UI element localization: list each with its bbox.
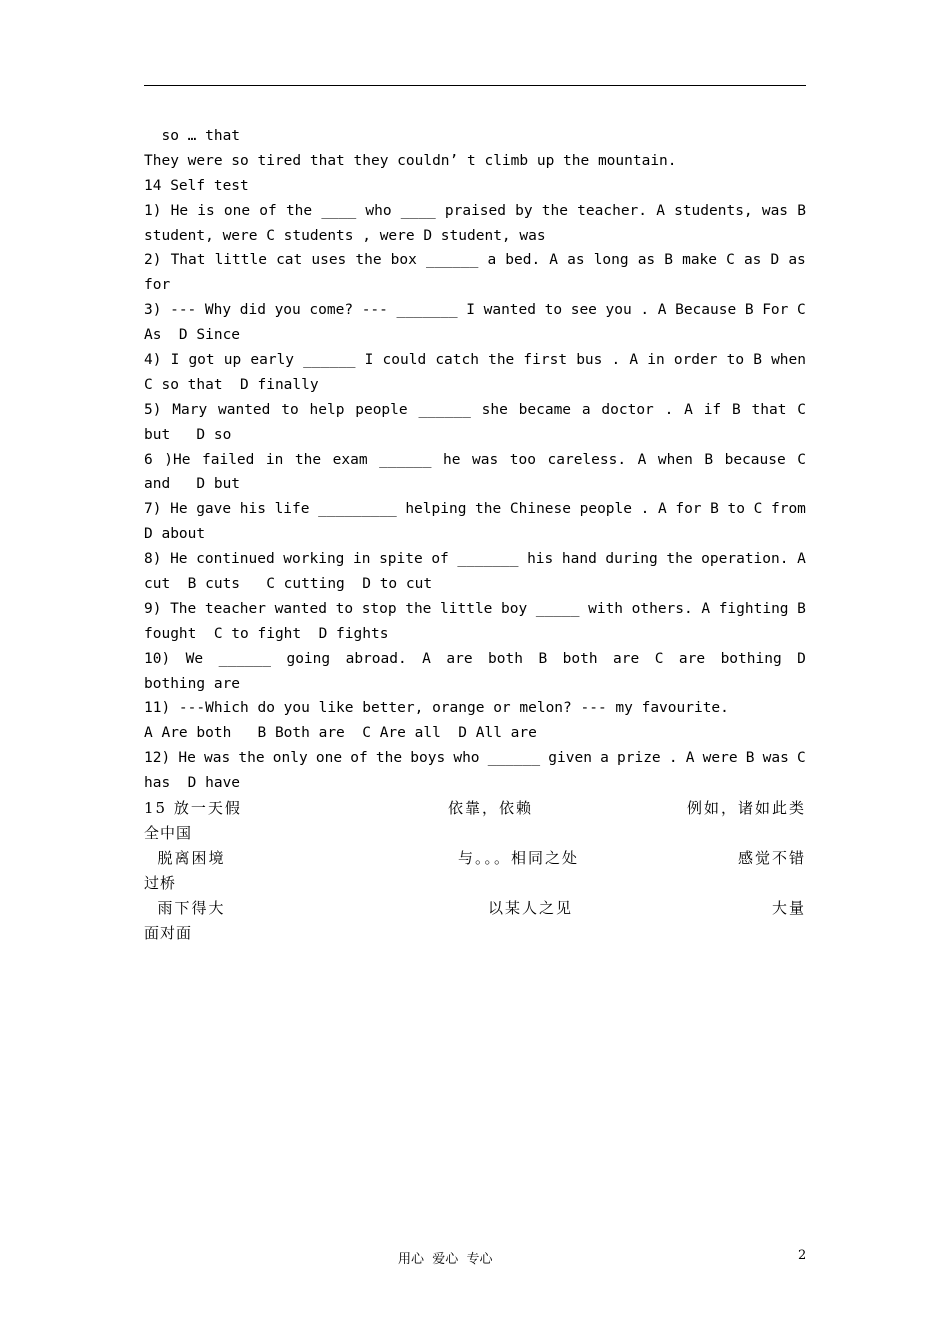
question-word: during: [605, 551, 658, 568]
vocab-row: [144, 896, 806, 921]
vocab-item: 脱离困境: [144, 848, 226, 867]
question-word: the: [541, 202, 568, 219]
question-word: could: [382, 352, 427, 369]
question-word: C: [797, 302, 806, 319]
question-word: to: [544, 302, 563, 319]
question-line: [144, 746, 806, 771]
question-word: B: [538, 650, 548, 667]
question-word: was: [761, 202, 789, 219]
question-word: ______: [379, 451, 432, 468]
question-word: D: [770, 252, 780, 269]
vocab-item: 依靠，依赖: [448, 799, 534, 818]
question-word: _____: [535, 600, 580, 617]
question-word: little: [440, 600, 493, 617]
question-word: C: [797, 451, 806, 468]
question-word: B: [704, 451, 714, 468]
question-word: you: [605, 302, 632, 319]
question-word: others.: [631, 600, 693, 617]
question-word: early: [250, 352, 295, 369]
question-word: I: [466, 302, 475, 319]
question-word: catch: [435, 352, 479, 369]
question-word: ______: [418, 401, 471, 418]
question-word: are: [613, 650, 640, 667]
question-word: the: [666, 551, 693, 568]
question-continuation: A Are both B Both are C Are all D All are: [144, 725, 537, 742]
question-word: from: [770, 501, 806, 518]
question-continuation: student, were C students , were D student, was: [144, 227, 546, 244]
question-word: .: [611, 352, 621, 369]
question-word: as: [567, 252, 585, 269]
question-word: that: [751, 401, 787, 418]
question-word: Because: [675, 302, 737, 319]
question-word: the: [488, 352, 515, 369]
question-word: wanted: [218, 401, 271, 418]
question-word: he: [443, 451, 461, 468]
question-word: who: [453, 750, 480, 767]
question-word: A: [657, 302, 667, 319]
vocab-wrap: 全中国: [144, 823, 193, 842]
question-word: C: [654, 650, 664, 667]
question-word: operation.: [701, 551, 789, 568]
question-word: of: [431, 551, 449, 568]
question-word: exam: [332, 451, 368, 468]
question-word: boys: [410, 750, 446, 767]
question-word: A: [685, 750, 695, 767]
question-word: bed.: [505, 252, 541, 269]
question-line: [144, 398, 806, 423]
question-word: wanted: [274, 600, 327, 617]
question-word: people: [579, 501, 632, 518]
question-word: B: [710, 501, 719, 518]
question-line: [144, 448, 806, 473]
question-word: He: [178, 750, 196, 767]
question-word: A: [656, 202, 665, 219]
question-continuation: but D so: [144, 426, 232, 443]
question-line: 11) ---Which do you like better, orange or melon? --- my favourite.: [144, 700, 729, 717]
question-word: became: [518, 401, 572, 418]
question-word: doctor: [601, 401, 654, 418]
question-word: the: [355, 252, 382, 269]
question-word: That: [170, 252, 206, 269]
question-word: He: [170, 501, 188, 518]
vocab-row: [144, 796, 806, 821]
question-word: B: [753, 352, 762, 369]
question-word: teacher.: [577, 202, 648, 219]
question-word: C: [726, 252, 735, 269]
question-word: was: [472, 451, 499, 468]
question-word: .: [664, 401, 674, 418]
question-word: B: [797, 202, 806, 219]
page-number: 2: [798, 1248, 807, 1263]
question-word: first: [523, 352, 568, 369]
question-word: C: [753, 501, 763, 518]
question-word: 5): [144, 401, 162, 418]
question-word: long: [593, 252, 629, 269]
question-word: boy: [501, 600, 528, 617]
question-word: praised: [444, 202, 506, 219]
text-line: They were so tired that they couldn’ t climb up the mountain.: [144, 152, 677, 169]
vocab-item: 15 放一天假: [144, 799, 242, 818]
question-word: 8): [144, 551, 162, 568]
question-word: A: [629, 352, 639, 369]
question-word: with: [588, 600, 624, 617]
page-content: [144, 124, 806, 945]
vocab-item: 例如，诸如此类: [686, 799, 806, 818]
question-word: to: [727, 501, 745, 518]
vocab-wrap: 过桥: [144, 873, 177, 892]
question-word: as: [637, 252, 656, 269]
question-word: in: [265, 451, 284, 468]
question-word: We: [185, 650, 204, 667]
question-word: too: [509, 451, 536, 468]
question-word: got: [188, 352, 215, 369]
question-word: both: [488, 650, 523, 667]
section-title: 14 Self test: [144, 177, 249, 194]
question-line: [144, 348, 806, 373]
question-continuation: and D but: [144, 476, 241, 493]
question-word: 3): [144, 302, 162, 319]
question-continuation: As D Since: [144, 327, 241, 344]
question-word: order: [673, 352, 718, 369]
question-word: _________: [318, 501, 397, 518]
question-word: a: [600, 750, 609, 767]
question-word: The: [170, 600, 197, 617]
vocab-item: 大量: [771, 898, 806, 917]
question-word: come?: [309, 302, 354, 319]
question-word: the: [475, 501, 502, 518]
header-rule: [144, 85, 806, 86]
question-word: bothing: [720, 650, 782, 667]
question-word: Chinese: [509, 501, 571, 518]
question-word: because: [724, 451, 786, 468]
question-word: his: [527, 551, 554, 568]
question-word: in: [647, 352, 665, 369]
question-word: if: [703, 401, 722, 418]
question-word: .: [640, 302, 650, 319]
question-continuation: bothing are: [144, 675, 241, 692]
question-word: 10): [144, 650, 171, 667]
question-word: A: [684, 401, 693, 418]
question-word: B: [744, 302, 754, 319]
question-line: [144, 248, 806, 273]
question-word: was: [762, 750, 789, 767]
question-word: careless.: [547, 451, 627, 468]
question-word: ---: [361, 302, 388, 319]
question-word: life: [274, 501, 310, 518]
question-word: fighting: [718, 600, 789, 617]
question-continuation: has D have: [144, 775, 241, 792]
question-word: going: [286, 650, 331, 667]
vocab-item: 感觉不错: [737, 848, 806, 867]
question-word: A: [637, 451, 647, 468]
question-word: the: [238, 750, 265, 767]
question-continuation: cut B cuts C cutting D to cut: [144, 576, 433, 593]
question-word: He: [170, 551, 188, 568]
question-word: Mary: [172, 401, 208, 418]
question-word: ______: [487, 750, 541, 767]
question-word: ______: [425, 252, 479, 269]
question-word: she: [481, 401, 508, 418]
question-word: to: [335, 600, 354, 617]
question-word: help: [309, 401, 345, 418]
text-line: so … that: [144, 128, 241, 144]
question-word: C: [797, 750, 806, 767]
question-continuation: for: [144, 277, 171, 294]
question-word: ____: [321, 202, 357, 219]
question-word: is: [197, 202, 215, 219]
question-word: 6: [144, 451, 153, 468]
question-word: B: [745, 750, 755, 767]
question-word: to: [726, 352, 745, 369]
vocab-item: 以某人之见: [488, 898, 574, 917]
question-continuation: C so that D finally: [144, 376, 319, 393]
question-word: 12): [144, 750, 171, 767]
question-word: A: [422, 650, 431, 667]
question-word: to: [281, 401, 299, 418]
question-word: failed: [202, 451, 255, 468]
question-word: _______: [396, 302, 458, 319]
question-word: people: [355, 401, 408, 418]
question-word: A: [549, 252, 559, 269]
question-word: box: [390, 252, 417, 269]
question-word: stop: [361, 600, 397, 617]
question-word: .: [668, 750, 678, 767]
question-word: little: [214, 252, 267, 269]
question-word: both: [562, 650, 598, 667]
question-word: continued: [196, 551, 275, 568]
question-word: the: [285, 202, 313, 219]
question-word: A: [797, 551, 806, 568]
question-word: you: [274, 302, 301, 319]
question-word: the: [375, 750, 403, 767]
question-word: Why: [204, 302, 232, 319]
question-word: of: [350, 750, 368, 767]
question-word: as: [743, 252, 762, 269]
question-word: B: [797, 600, 806, 617]
question-word: are: [678, 650, 706, 667]
question-word: I: [170, 352, 180, 369]
question-word: hand: [561, 551, 597, 568]
question-word: were: [702, 750, 738, 767]
question-line: [144, 597, 806, 622]
question-word: ______: [218, 650, 271, 667]
question-word: I: [364, 352, 374, 369]
question-word: the: [294, 451, 322, 468]
question-word: spite: [379, 551, 423, 568]
question-word: A: [701, 600, 711, 617]
question-word: his: [239, 501, 266, 518]
question-word: when: [657, 451, 693, 468]
question-line: [144, 497, 806, 522]
question-word: ______: [303, 352, 356, 369]
question-word: as: [788, 252, 806, 269]
question-word: abroad.: [345, 650, 407, 667]
question-line: [144, 199, 806, 224]
question-word: given: [548, 750, 592, 767]
question-word: was: [204, 750, 231, 767]
question-word: up: [223, 352, 242, 369]
footer-motto: 用心 爱心 专心: [398, 1252, 493, 1267]
question-word: helping: [405, 501, 467, 518]
question-word: for: [675, 501, 702, 518]
question-word: 7): [144, 501, 162, 518]
question-word: one: [315, 750, 343, 767]
question-line: [144, 647, 806, 672]
question-word: make: [682, 252, 718, 269]
question-word: did: [239, 302, 266, 319]
question-word: when: [771, 352, 806, 369]
question-word: are: [446, 650, 473, 667]
question-word: uses: [311, 252, 347, 269]
question-word: working: [283, 551, 345, 568]
question-line: [144, 298, 806, 323]
question-word: prize: [617, 750, 661, 767]
question-word: students,: [674, 202, 753, 219]
question-word: For: [762, 302, 789, 319]
question-word: bus: [576, 352, 603, 369]
question-word: A: [657, 501, 667, 518]
question-word: a: [581, 401, 591, 418]
question-word: who: [365, 202, 392, 219]
question-word: 2): [144, 252, 162, 269]
question-word: gave: [196, 501, 232, 518]
question-line: [144, 547, 806, 572]
question-word: .: [640, 501, 650, 518]
question-word: ____: [400, 202, 436, 219]
vocab-item: 雨下得大: [144, 898, 226, 917]
question-word: B: [664, 252, 673, 269]
question-word: C: [797, 401, 806, 418]
question-word: B: [731, 401, 741, 418]
vocab-wrap: 面对面: [144, 923, 193, 942]
question-word: cat: [276, 252, 303, 269]
question-continuation: D about: [144, 526, 206, 543]
question-word: _______: [457, 551, 519, 568]
question-word: He: [170, 202, 189, 219]
question-word: 4): [144, 352, 162, 369]
question-word: by: [515, 202, 533, 219]
question-word: )He: [164, 451, 191, 468]
question-word: D: [797, 650, 806, 667]
question-word: only: [272, 750, 308, 767]
question-word: 1): [144, 202, 162, 219]
question-word: of: [259, 202, 277, 219]
question-word: one: [223, 202, 251, 219]
question-word: a: [487, 252, 497, 269]
vocab-item: 与。。。相同之处: [458, 848, 580, 867]
vocab-row: [144, 846, 806, 871]
question-word: ---: [170, 302, 197, 319]
question-word: wanted: [483, 302, 536, 319]
question-word: 9): [144, 600, 162, 617]
question-word: see: [570, 302, 597, 319]
question-list: [144, 199, 806, 796]
question-word: teacher: [204, 600, 266, 617]
question-continuation: fought C to fight D fights: [144, 625, 389, 642]
question-word: the: [405, 600, 432, 617]
question-word: in: [353, 551, 371, 568]
